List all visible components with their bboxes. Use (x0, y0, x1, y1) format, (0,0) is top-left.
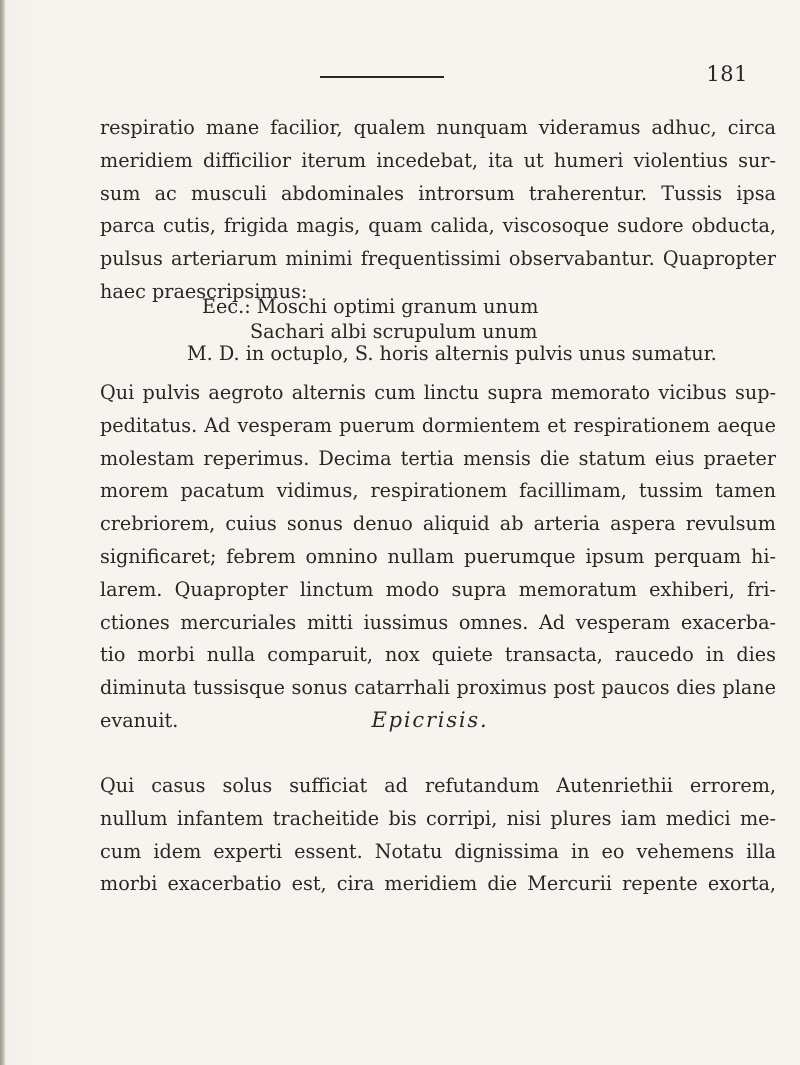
text-line: molestam reperimus. Decima tertia mensis die statum eius praeter (100, 446, 776, 470)
text-line: haec praescripsimus: (100, 279, 308, 303)
prescription-line-3: M. D. in octuplo, S. horis alternis pulvis unus sumatur. (187, 342, 717, 365)
section-heading: Epicrisis. (371, 708, 489, 732)
text-line: crebriorem, cuius sonus denuo aliquid ab arteria aspera revulsum (100, 512, 776, 536)
text-line: cum idem experti essent. Notatu dignissima in eo vehemens illa (100, 839, 776, 863)
text-line: pulsus arteriarum minimi frequentissimi observabantur. Quapropter (100, 247, 776, 271)
text-line: meridiem difficilior iterum incedebat, ita ut humeri violentius sur- (100, 148, 776, 172)
text-line: parca cutis, frigida magis, quam calida, viscosoque sudore obducta, (100, 214, 776, 238)
text-line: diminuta tussisque sonus catarrhali proximus post paucos dies plane (100, 676, 776, 700)
prescription-instructions (187, 341, 717, 366)
page-header (320, 62, 750, 92)
text-line: morem pacatum vidimus, respirationem facillimam, tussim tamen (100, 479, 776, 503)
paragraph-2 (100, 377, 776, 738)
paragraph-3 (100, 770, 776, 901)
text-line: sum ac musculi abdominales introrsum traherentur. Tussis ipsa (100, 181, 776, 205)
text-line: Qui pulvis aegroto alternis cum linctu supra memorato vicibus sup- (100, 381, 776, 404)
paragraph-1 (100, 112, 776, 309)
prescription-line-2: Sachari albi scrupulum unum (250, 320, 538, 343)
text-line: larem. Quapropter linctum modo supra memoratum exhiberi, fri- (100, 577, 776, 601)
text-line: ctiones mercuriales mitti iussimus omnes. Ad vesperam exacerba- (100, 610, 776, 634)
text-line: Qui casus solus sufficiat ad refutandum Autenriethii errorem, (100, 774, 776, 797)
text-line: nullum infantem tracheitide bis corripi, nisi plures iam medici me- (100, 806, 776, 830)
text-line: significaret; febrem omnino nullam puerumque ipsum perquam hi- (100, 544, 776, 568)
header-rule (320, 76, 444, 78)
binding-edge (0, 0, 5, 1065)
page-number: 181 (706, 62, 748, 86)
text-line: peditatus. Ad vesperam puerum dormientem et respirationem aeque (100, 413, 776, 437)
text-line: evanuit. (100, 708, 179, 732)
text-line: tio morbi nulla comparuit, nox quiete transacta, raucedo in dies (100, 643, 776, 667)
text-line: morbi exacerbatio est, cira meridiem die Mercurii repente exorta, (100, 872, 776, 896)
prescription-block (202, 294, 538, 344)
prescription-line-1: Eec.: Moschi optimi granum unum (202, 295, 539, 318)
text-line: respiratio mane facilior, qualem nunquam videramus adhuc, circa (100, 116, 776, 139)
